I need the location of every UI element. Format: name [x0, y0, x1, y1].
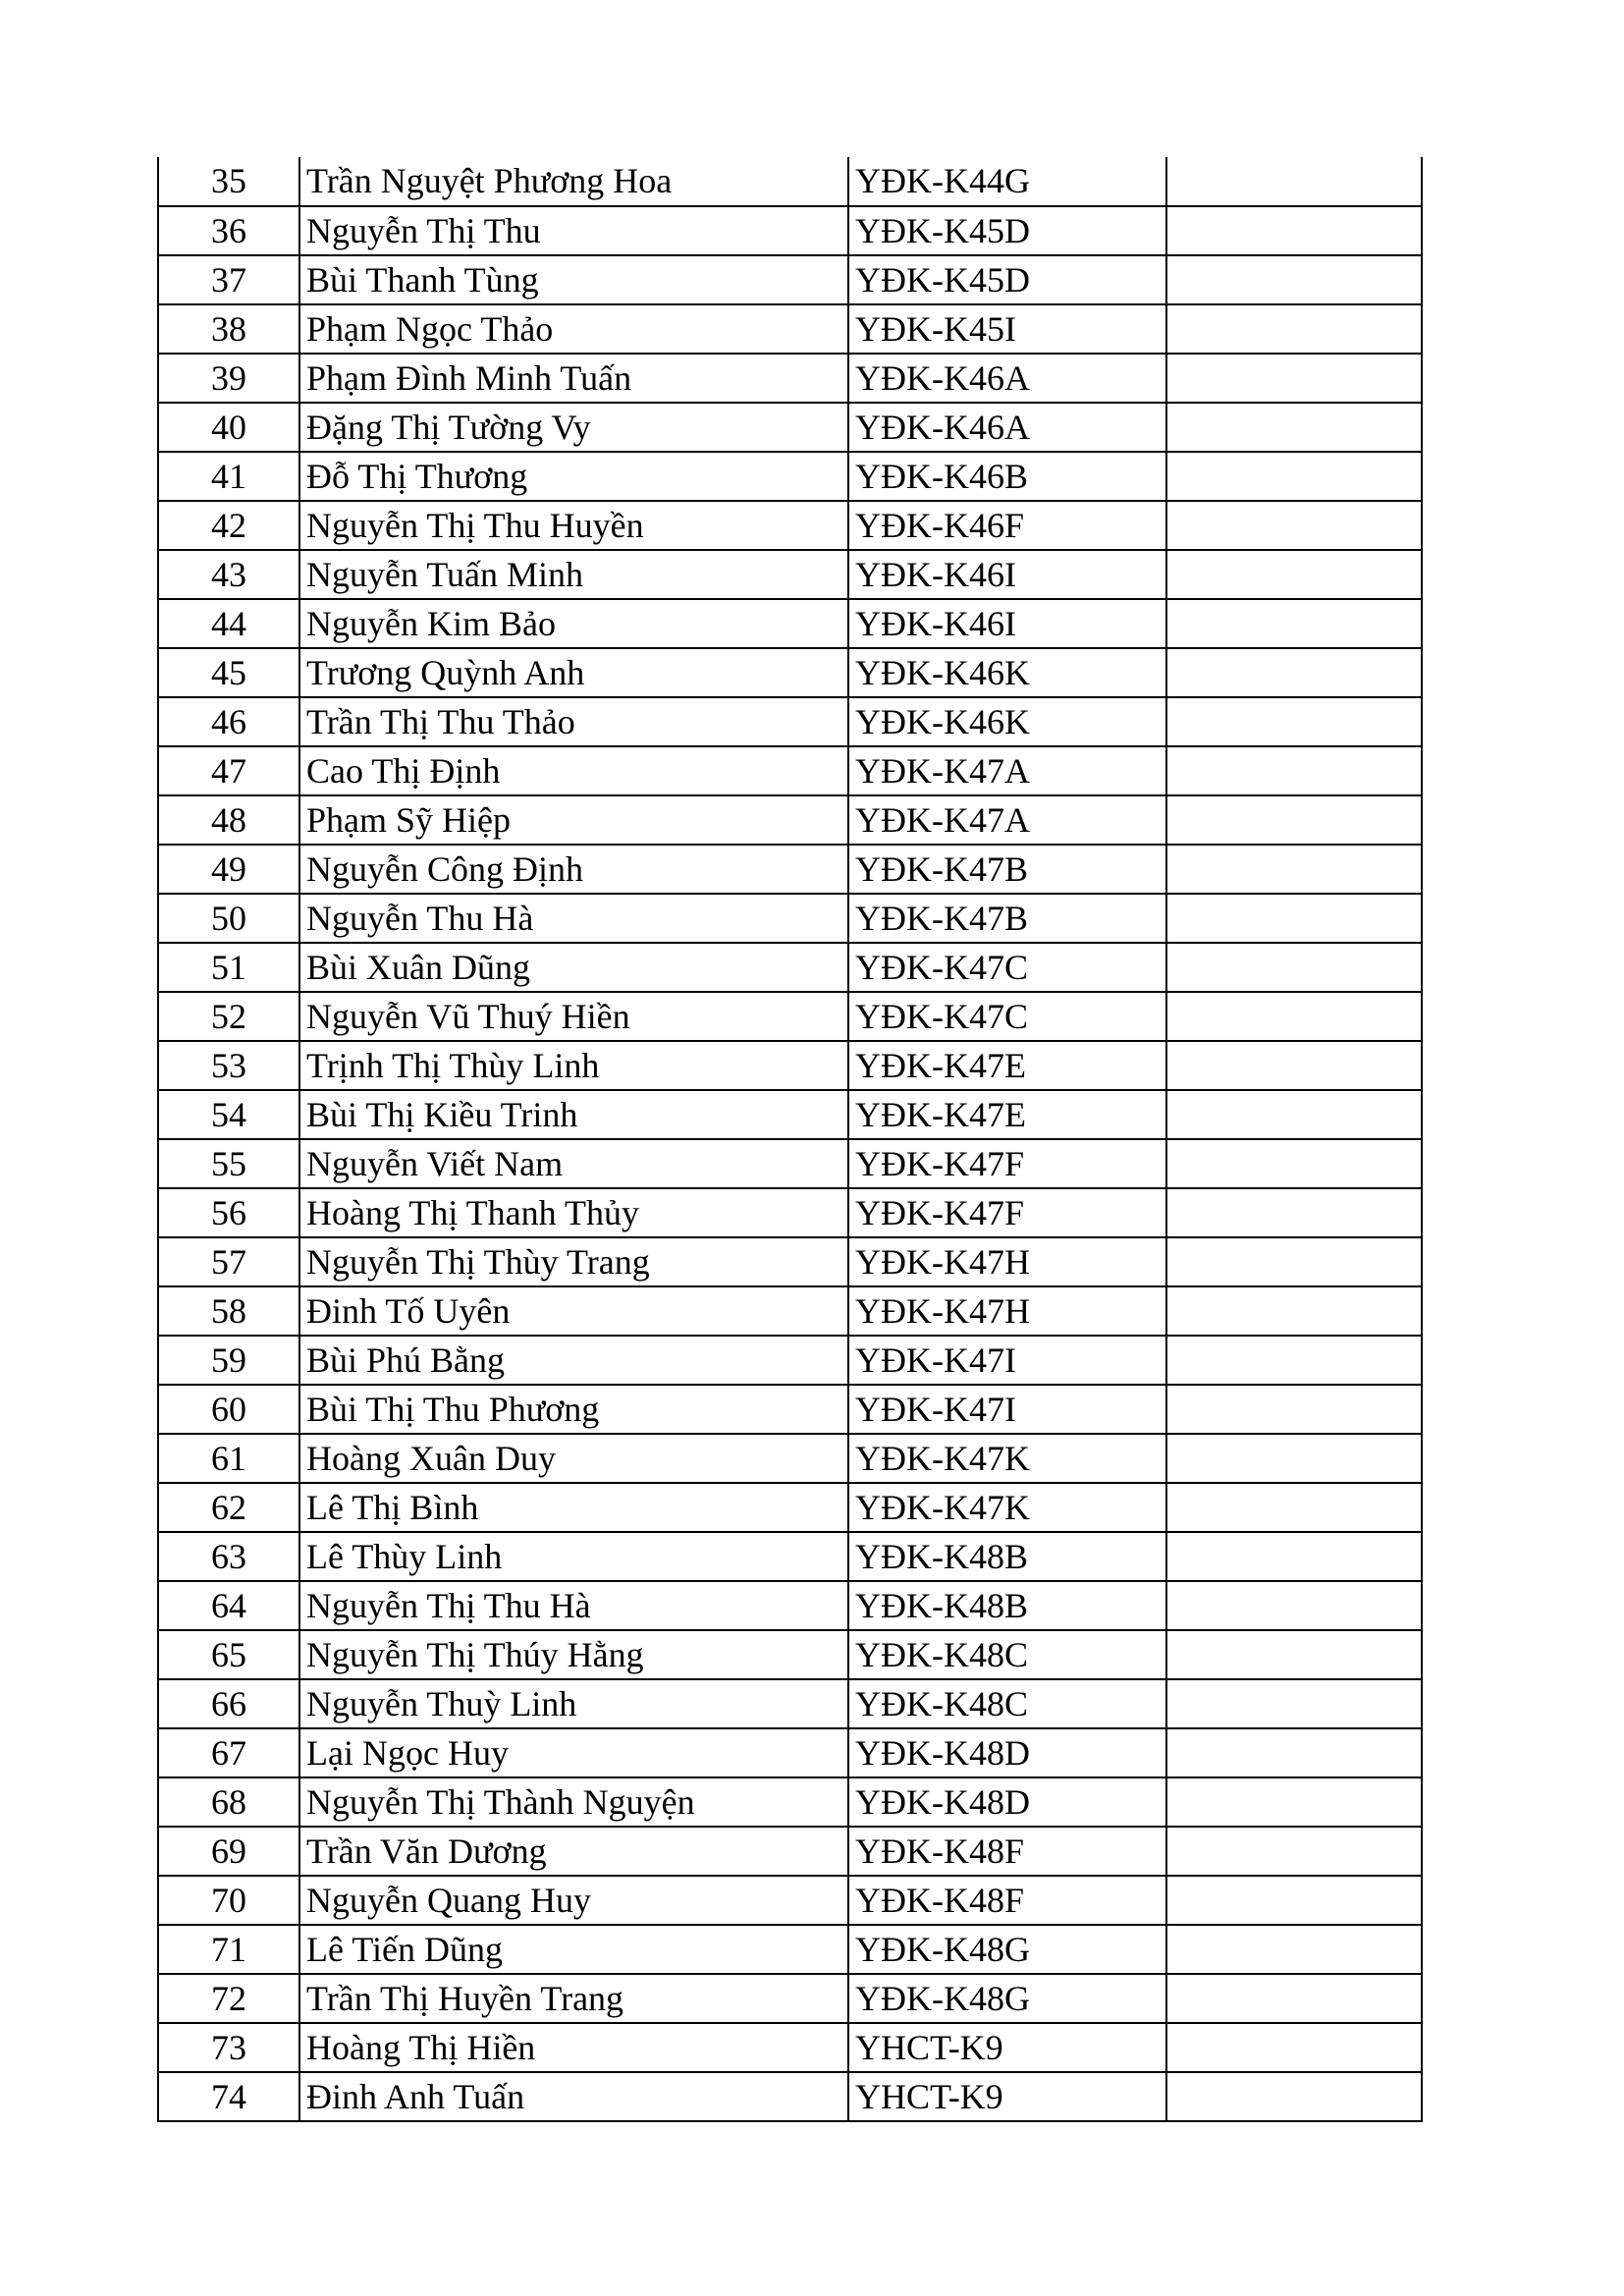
- table-row: [158, 1139, 1422, 1188]
- table-row: [158, 1728, 1422, 1777]
- note-cell: [1166, 354, 1422, 403]
- note-cell: [1166, 452, 1422, 501]
- table-row: [158, 1286, 1422, 1336]
- table-row: [158, 452, 1422, 501]
- row-number-cell: 53: [158, 1041, 299, 1090]
- student-name-cell: Nguyễn Viết Nam: [299, 1139, 848, 1188]
- row-number-cell: 61: [158, 1434, 299, 1483]
- note-cell: [1166, 2023, 1422, 2072]
- student-table: [157, 157, 1423, 2122]
- class-code-cell: YĐK-K47E: [848, 1090, 1166, 1139]
- table-row: [158, 746, 1422, 795]
- table-row: [158, 648, 1422, 697]
- note-cell: [1166, 1728, 1422, 1777]
- student-name-cell: Trần Văn Dương: [299, 1827, 848, 1876]
- note-cell: [1166, 599, 1422, 648]
- student-name-cell: Bùi Phú Bằng: [299, 1336, 848, 1385]
- table-row: [158, 1630, 1422, 1679]
- row-number-cell: 64: [158, 1581, 299, 1630]
- table-row: [158, 550, 1422, 599]
- table-row: [158, 206, 1422, 255]
- row-number-cell: 46: [158, 697, 299, 746]
- student-name-cell: Bùi Thị Kiều Trinh: [299, 1090, 848, 1139]
- student-name-cell: Nguyễn Vũ Thuý Hiền: [299, 992, 848, 1041]
- row-number-cell: 35: [158, 157, 299, 206]
- class-code-cell: YĐK-K46A: [848, 403, 1166, 452]
- note-cell: [1166, 1385, 1422, 1434]
- table-row: [158, 1336, 1422, 1385]
- note-cell: [1166, 1925, 1422, 1974]
- student-table-body: [158, 157, 1422, 2121]
- student-name-cell: Hoàng Thị Thanh Thủy: [299, 1188, 848, 1237]
- row-number-cell: 74: [158, 2072, 299, 2121]
- table-row: [158, 1041, 1422, 1090]
- table-row: [158, 304, 1422, 354]
- student-name-cell: Phạm Đình Minh Tuấn: [299, 354, 848, 403]
- note-cell: [1166, 1679, 1422, 1728]
- class-code-cell: YĐK-K47I: [848, 1336, 1166, 1385]
- student-name-cell: Đinh Tố Uyên: [299, 1286, 848, 1336]
- note-cell: [1166, 746, 1422, 795]
- class-code-cell: YĐK-K46K: [848, 648, 1166, 697]
- table-row: [158, 354, 1422, 403]
- class-code-cell: YĐK-K45D: [848, 255, 1166, 304]
- row-number-cell: 70: [158, 1876, 299, 1925]
- class-code-cell: YĐK-K46I: [848, 599, 1166, 648]
- class-code-cell: YĐK-K47B: [848, 845, 1166, 894]
- table-row: [158, 1679, 1422, 1728]
- table-row: [158, 255, 1422, 304]
- row-number-cell: 57: [158, 1237, 299, 1286]
- table-row: [158, 1581, 1422, 1630]
- student-name-cell: Trần Nguyệt Phương Hoa: [299, 157, 848, 206]
- row-number-cell: 50: [158, 894, 299, 943]
- table-row: [158, 157, 1422, 206]
- table-row: [158, 1925, 1422, 1974]
- class-code-cell: YHCT-K9: [848, 2072, 1166, 2121]
- row-number-cell: 41: [158, 452, 299, 501]
- class-code-cell: YĐK-K48G: [848, 1925, 1166, 1974]
- class-code-cell: YĐK-K48G: [848, 1974, 1166, 2023]
- class-code-cell: YĐK-K45D: [848, 206, 1166, 255]
- student-name-cell: Nguyễn Thị Thu Huyền: [299, 501, 848, 550]
- row-number-cell: 67: [158, 1728, 299, 1777]
- note-cell: [1166, 255, 1422, 304]
- row-number-cell: 60: [158, 1385, 299, 1434]
- table-row: [158, 894, 1422, 943]
- class-code-cell: YĐK-K47K: [848, 1483, 1166, 1532]
- row-number-cell: 59: [158, 1336, 299, 1385]
- note-cell: [1166, 304, 1422, 354]
- class-code-cell: YĐK-K47I: [848, 1385, 1166, 1434]
- note-cell: [1166, 2072, 1422, 2121]
- note-cell: [1166, 157, 1422, 206]
- student-name-cell: Nguyễn Thị Thu Hà: [299, 1581, 848, 1630]
- class-code-cell: YĐK-K47B: [848, 894, 1166, 943]
- row-number-cell: 69: [158, 1827, 299, 1876]
- row-number-cell: 62: [158, 1483, 299, 1532]
- note-cell: [1166, 1434, 1422, 1483]
- table-row: [158, 1090, 1422, 1139]
- note-cell: [1166, 845, 1422, 894]
- table-row: [158, 1237, 1422, 1286]
- note-cell: [1166, 1827, 1422, 1876]
- table-row: [158, 1385, 1422, 1434]
- class-code-cell: YĐK-K47A: [848, 746, 1166, 795]
- note-cell: [1166, 1483, 1422, 1532]
- row-number-cell: 56: [158, 1188, 299, 1237]
- table-row: [158, 1827, 1422, 1876]
- class-code-cell: YĐK-K44G: [848, 157, 1166, 206]
- note-cell: [1166, 1286, 1422, 1336]
- student-name-cell: Nguyễn Thị Thu: [299, 206, 848, 255]
- student-name-cell: Lê Tiến Dũng: [299, 1925, 848, 1974]
- student-name-cell: Trịnh Thị Thùy Linh: [299, 1041, 848, 1090]
- class-code-cell: YĐK-K47F: [848, 1139, 1166, 1188]
- student-name-cell: Phạm Sỹ Hiệp: [299, 795, 848, 845]
- note-cell: [1166, 1188, 1422, 1237]
- student-name-cell: Hoàng Thị Hiền: [299, 2023, 848, 2072]
- note-cell: [1166, 894, 1422, 943]
- class-code-cell: YĐK-K47C: [848, 992, 1166, 1041]
- class-code-cell: YĐK-K48C: [848, 1630, 1166, 1679]
- note-cell: [1166, 1090, 1422, 1139]
- table-row: [158, 1483, 1422, 1532]
- student-name-cell: Trần Thị Huyền Trang: [299, 1974, 848, 2023]
- student-name-cell: Nguyễn Thị Thành Nguyện: [299, 1777, 848, 1827]
- note-cell: [1166, 795, 1422, 845]
- row-number-cell: 71: [158, 1925, 299, 1974]
- student-name-cell: Nguyễn Thu Hà: [299, 894, 848, 943]
- class-code-cell: YĐK-K48F: [848, 1827, 1166, 1876]
- note-cell: [1166, 1139, 1422, 1188]
- row-number-cell: 51: [158, 943, 299, 992]
- class-code-cell: YĐK-K46F: [848, 501, 1166, 550]
- student-name-cell: Bùi Thị Thu Phương: [299, 1385, 848, 1434]
- student-name-cell: Trương Quỳnh Anh: [299, 648, 848, 697]
- row-number-cell: 73: [158, 2023, 299, 2072]
- class-code-cell: YĐK-K47F: [848, 1188, 1166, 1237]
- row-number-cell: 45: [158, 648, 299, 697]
- class-code-cell: YĐK-K45I: [848, 304, 1166, 354]
- table-row: [158, 845, 1422, 894]
- student-name-cell: Đặng Thị Tường Vy: [299, 403, 848, 452]
- student-name-cell: Phạm Ngọc Thảo: [299, 304, 848, 354]
- student-name-cell: Bùi Thanh Tùng: [299, 255, 848, 304]
- student-name-cell: Nguyễn Kim Bảo: [299, 599, 848, 648]
- student-name-cell: Nguyễn Công Định: [299, 845, 848, 894]
- class-code-cell: YĐK-K48B: [848, 1532, 1166, 1581]
- note-cell: [1166, 1581, 1422, 1630]
- class-code-cell: YĐK-K46A: [848, 354, 1166, 403]
- note-cell: [1166, 1532, 1422, 1581]
- row-number-cell: 63: [158, 1532, 299, 1581]
- note-cell: [1166, 501, 1422, 550]
- row-number-cell: 66: [158, 1679, 299, 1728]
- class-code-cell: YĐK-K48B: [848, 1581, 1166, 1630]
- row-number-cell: 42: [158, 501, 299, 550]
- note-cell: [1166, 403, 1422, 452]
- class-code-cell: YĐK-K46I: [848, 550, 1166, 599]
- table-row: [158, 795, 1422, 845]
- row-number-cell: 36: [158, 206, 299, 255]
- row-number-cell: 58: [158, 1286, 299, 1336]
- class-code-cell: YĐK-K46B: [848, 452, 1166, 501]
- class-code-cell: YĐK-K47H: [848, 1237, 1166, 1286]
- row-number-cell: 49: [158, 845, 299, 894]
- note-cell: [1166, 1974, 1422, 2023]
- row-number-cell: 54: [158, 1090, 299, 1139]
- table-row: [158, 1974, 1422, 2023]
- table-row: [158, 2072, 1422, 2121]
- row-number-cell: 40: [158, 403, 299, 452]
- row-number-cell: 55: [158, 1139, 299, 1188]
- student-name-cell: Nguyễn Thuỳ Linh: [299, 1679, 848, 1728]
- student-name-cell: Nguyễn Thị Thùy Trang: [299, 1237, 848, 1286]
- row-number-cell: 44: [158, 599, 299, 648]
- class-code-cell: YĐK-K48D: [848, 1728, 1166, 1777]
- note-cell: [1166, 1876, 1422, 1925]
- table-row: [158, 1188, 1422, 1237]
- student-name-cell: Trần Thị Thu Thảo: [299, 697, 848, 746]
- student-name-cell: Lê Thùy Linh: [299, 1532, 848, 1581]
- class-code-cell: YĐK-K48D: [848, 1777, 1166, 1827]
- row-number-cell: 43: [158, 550, 299, 599]
- table-row: [158, 501, 1422, 550]
- table-row: [158, 992, 1422, 1041]
- student-name-cell: Bùi Xuân Dũng: [299, 943, 848, 992]
- student-name-cell: Cao Thị Định: [299, 746, 848, 795]
- note-cell: [1166, 1336, 1422, 1385]
- table-row: [158, 1777, 1422, 1827]
- note-cell: [1166, 943, 1422, 992]
- table-row: [158, 1434, 1422, 1483]
- row-number-cell: 39: [158, 354, 299, 403]
- class-code-cell: YĐK-K48F: [848, 1876, 1166, 1925]
- class-code-cell: YĐK-K46K: [848, 697, 1166, 746]
- student-name-cell: Đinh Anh Tuấn: [299, 2072, 848, 2121]
- note-cell: [1166, 648, 1422, 697]
- row-number-cell: 37: [158, 255, 299, 304]
- row-number-cell: 65: [158, 1630, 299, 1679]
- student-name-cell: Hoàng Xuân Duy: [299, 1434, 848, 1483]
- table-row: [158, 1876, 1422, 1925]
- note-cell: [1166, 206, 1422, 255]
- student-name-cell: Lại Ngọc Huy: [299, 1728, 848, 1777]
- table-row: [158, 403, 1422, 452]
- class-code-cell: YĐK-K47E: [848, 1041, 1166, 1090]
- table-row: [158, 697, 1422, 746]
- student-name-cell: Đỗ Thị Thương: [299, 452, 848, 501]
- row-number-cell: 38: [158, 304, 299, 354]
- row-number-cell: 72: [158, 1974, 299, 2023]
- student-name-cell: Nguyễn Tuấn Minh: [299, 550, 848, 599]
- class-code-cell: YĐK-K47A: [848, 795, 1166, 845]
- student-name-cell: Nguyễn Quang Huy: [299, 1876, 848, 1925]
- note-cell: [1166, 1237, 1422, 1286]
- class-code-cell: YĐK-K47K: [848, 1434, 1166, 1483]
- row-number-cell: 47: [158, 746, 299, 795]
- table-row: [158, 2023, 1422, 2072]
- row-number-cell: 68: [158, 1777, 299, 1827]
- class-code-cell: YHCT-K9: [848, 2023, 1166, 2072]
- note-cell: [1166, 1041, 1422, 1090]
- note-cell: [1166, 550, 1422, 599]
- table-row: [158, 1532, 1422, 1581]
- class-code-cell: YĐK-K47H: [848, 1286, 1166, 1336]
- note-cell: [1166, 697, 1422, 746]
- note-cell: [1166, 1777, 1422, 1827]
- student-name-cell: Nguyễn Thị Thúy Hằng: [299, 1630, 848, 1679]
- table-row: [158, 943, 1422, 992]
- note-cell: [1166, 1630, 1422, 1679]
- student-name-cell: Lê Thị Bình: [299, 1483, 848, 1532]
- note-cell: [1166, 992, 1422, 1041]
- row-number-cell: 52: [158, 992, 299, 1041]
- class-code-cell: YĐK-K47C: [848, 943, 1166, 992]
- class-code-cell: YĐK-K48C: [848, 1679, 1166, 1728]
- table-row: [158, 599, 1422, 648]
- row-number-cell: 48: [158, 795, 299, 845]
